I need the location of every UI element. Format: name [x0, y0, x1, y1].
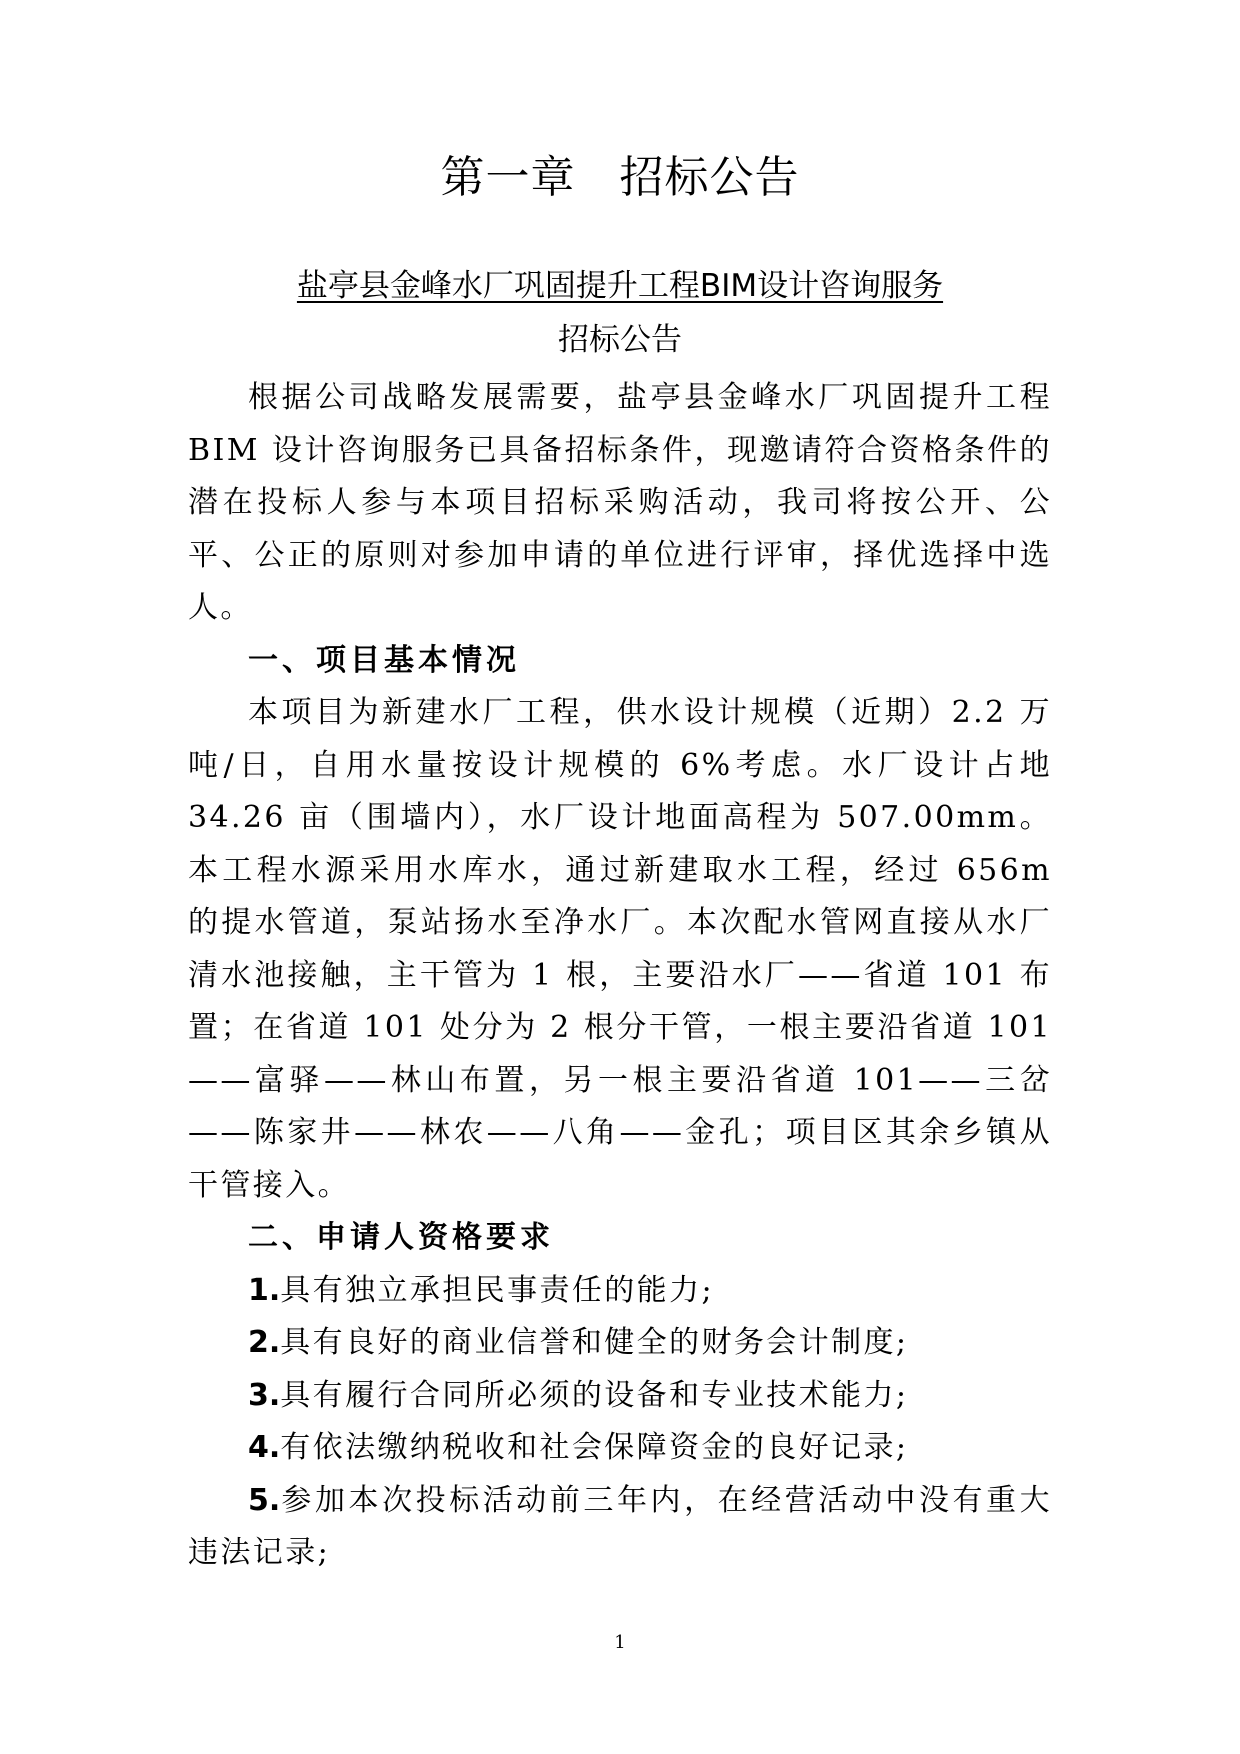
requirement-item — [188, 1265, 1052, 1318]
requirement-number: 4. — [248, 1430, 281, 1465]
requirement-text: 参加本次投标活动前三年内，在经营活动中没有重大违法记录; — [188, 1482, 1052, 1570]
requirement-text: 具有良好的商业信誉和健全的财务会计制度; — [280, 1325, 909, 1360]
section-heading-project-overview: 一、项目基本情况 — [248, 642, 520, 678]
requirement-number: 1. — [248, 1272, 281, 1308]
chapter-name: 招标公告 — [619, 152, 800, 203]
requirement-item — [188, 1422, 1052, 1475]
project-overview-paragraph: 本项目为新建水厂工程，供水设计规模（近期）2.2 万吨/日，自用水量按设计规模的 6%考虑。水厂设计占地 34.26 亩（围墙内），水厂设计地面高程为 507.00mm。本工程水源采用水库水，通过新建取水工程，经过 656m 的提水管道，泵站扬水至净水厂。本次配水管网直接从水厂清水池接触，主干管为 1 根，主要沿水厂——省道 101 布置；在省道 101 处分为 2 根分干管，一根主要沿省道 101——富驿——林山布置，另一根主要沿省道 101——三岔——陈家井——林农——八角——金孔；项目区其余乡镇从干管接入。 — [188, 695, 1052, 1203]
intro-paragraph: 根据公司战略发展需要，盐亭县金峰水厂巩固提升工程 BIM 设计咨询服务已具备招标条件，现邀请符合资格条件的潜在投标人参与本项目招标采购活动，我司将按公开、公平、公正的原则对参加申请的单位进行评审，择优选择中选人。 — [188, 380, 1052, 625]
project-name: 盐亭县金峰水厂巩固提升工程BIM设计咨询服务 — [296, 268, 944, 304]
requirement-item — [188, 1317, 1052, 1370]
requirement-text: 具有履行合同所必须的设备和专业技术能力; — [280, 1377, 909, 1413]
section-heading-qualifications: 二、申请人资格要求 — [248, 1220, 554, 1255]
chapter-label: 第一章 — [440, 152, 576, 203]
document-body — [188, 372, 1052, 1580]
document-title-line-1 — [0, 264, 1240, 308]
requirement-number: 3. — [248, 1377, 281, 1413]
requirement-text: 有依法缴纳税收和社会保障资金的良好记录; — [280, 1430, 909, 1465]
requirement-number: 2. — [248, 1325, 281, 1360]
chapter-title — [0, 148, 1240, 208]
document-title-line-2: 招标公告 — [558, 322, 682, 358]
requirement-number: 5. — [248, 1482, 281, 1518]
requirement-text: 具有独立承担民事责任的能力; — [280, 1272, 714, 1308]
requirement-item — [188, 1370, 1052, 1423]
page-number: 1 — [614, 1632, 626, 1653]
requirement-item — [188, 1475, 1052, 1580]
